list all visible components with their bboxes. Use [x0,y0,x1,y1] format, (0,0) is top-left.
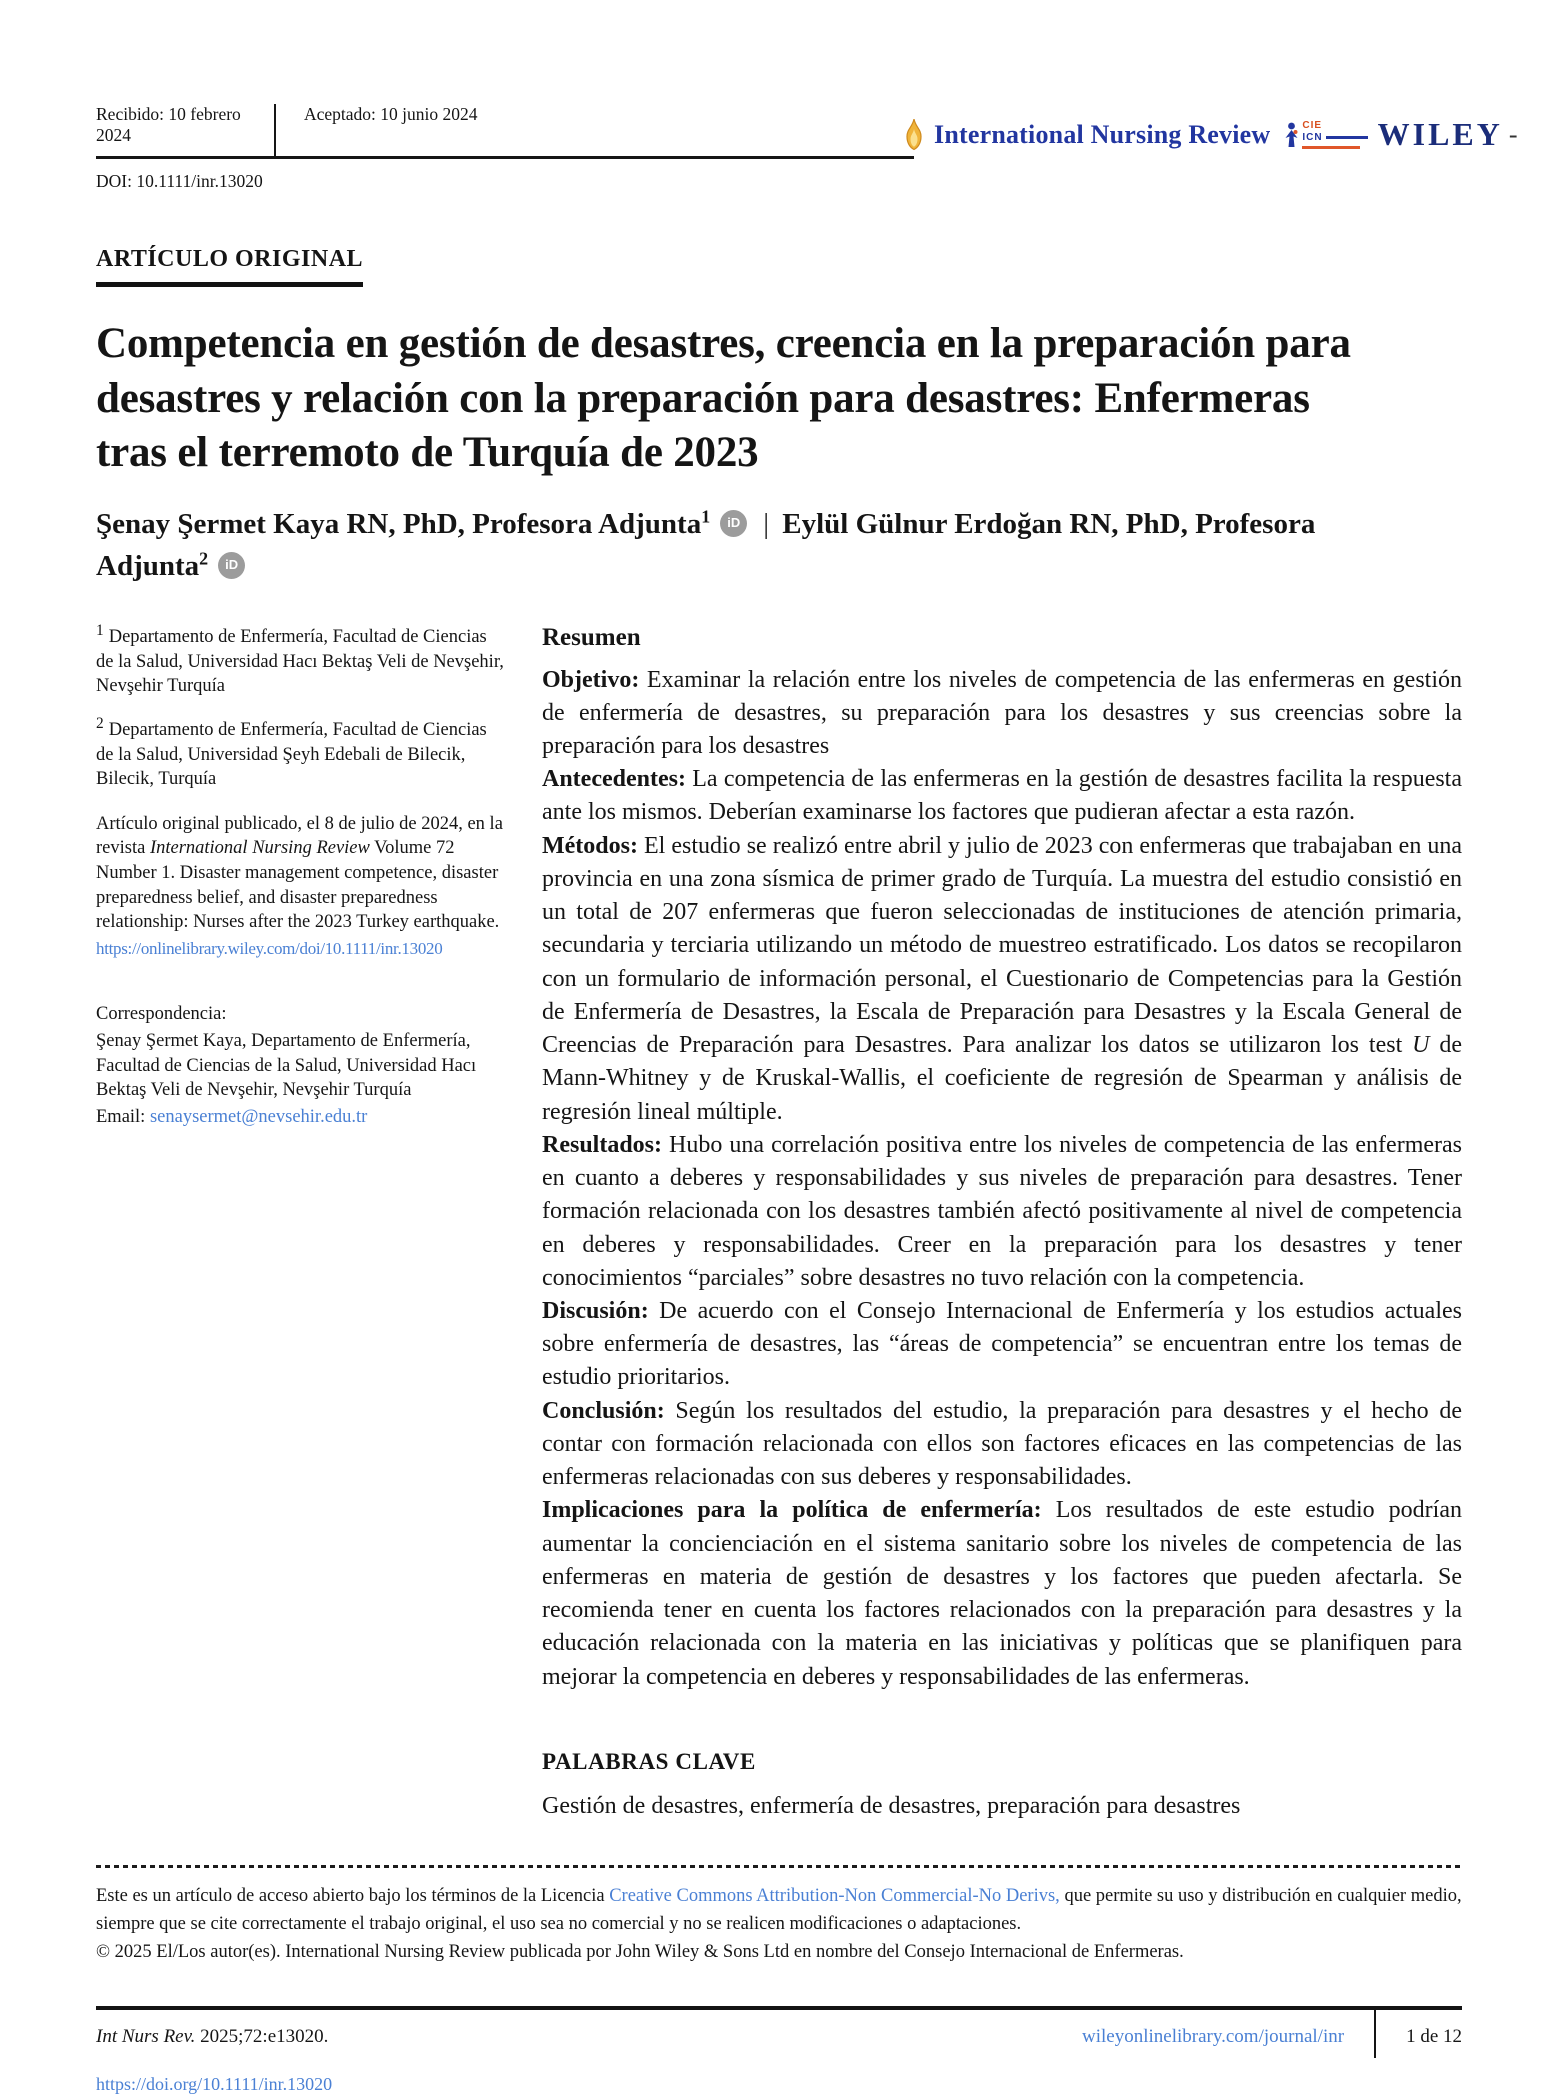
journal-brand [902,116,1518,153]
affiliation-1-mark: 1 [96,621,104,639]
doi-link[interactable]: https://doi.org/10.1111/inr.13020 [96,2074,333,2095]
cc-license-link[interactable]: Creative Commons Attribution-Non Commercial-No Derivs, [609,1885,1060,1906]
journal-name-italic: International Nursing Review [149,838,370,859]
icn-icn-label: ICN [1302,131,1323,143]
journal-flame-icon [902,119,926,151]
orcid-icon[interactable]: iD [720,510,747,537]
journal-name: International Nursing Review [934,119,1271,149]
author-separator: | [763,507,770,540]
email-line [96,1105,506,1130]
citation-text: 2025;72:e13020. [195,2026,329,2048]
brand-dash: - [1508,119,1518,149]
affiliation-2 [96,714,506,792]
journal-citation [96,2026,328,2048]
keywords-text: Gestión de desastres, enfermería de desastres, preparación para desastres [542,1792,1241,1819]
dates-divider [274,104,276,156]
article-title: Competencia en gestión de desastres, creencia en la preparación para desastres y relación con la preparación para desastres: Enfermeras tras el terremoto de Turquía de 2023 [96,320,1351,477]
license-divider [96,1865,1462,1868]
article-info-column [96,621,506,1823]
article-url-link[interactable]: https://onlinelibrary.wiley.com/doi/10.1111/inr.13020 [96,938,443,958]
abstract-heading: Resumen [542,623,641,651]
abstract-discussion: Discusión: De acuerdo con el Consejo Internacional de Enfermería y los estudios actuales sobre enfermería de desastres, las “áreas de competencia” se encuentran entre los temas de estudio prioritarios. [542,1298,1462,1391]
author-1 [96,508,710,540]
author-1-name: Şenay Şermet Kaya RN, PhD, Profesora Adjunta [96,507,702,540]
icn-orange-bar [1302,146,1360,149]
icn-person-icon [1284,121,1299,149]
copyright-text: © 2025 El/Los autor(es). International Nursing Review publicada por John Wiley & Sons Ltd en nombre del Consejo Internacional de Enfermeras. [96,1942,1184,1963]
abstract-conclusion: Conclusión: Según los resultados del estudio, la preparación para desastres y el hecho de contar con formación relacionada con ellos son factores eficaces en las competencias de las enfermeras relacionadas con sus deberes y responsabilidades. [542,1397,1462,1491]
footer [96,2026,1462,2058]
abstract-background: Antecedentes: La competencia de las enfermeras en la gestión de desastres facilita la respuesta ante los mismos. Deberían examinarse los factores que pudieran afectar a esta razón. [542,766,1462,826]
abstract-results: Resultados: Hubo una correlación positiva entre los niveles de competencia de las enfermeras en cuanto a deberes y responsabilidades y sus niveles de preparación para desastres. Tener formación relacionada con los desastres también afectó positivamente al nivel de competencia en deberes y responsabilidades. Creer en la preparación para los desastres y tener conocimientos “parciales” sobre desastres no tuvo relación con la competencia. [542,1131,1462,1291]
keywords-heading: PALABRAS CLAVE [542,1748,756,1774]
correspondence-text: Şenay Şermet Kaya, Departamento de Enfermería, Facultad de Ciencias de la Salud, Universidad Hacı Bektaş Veli de Nevşehir, Nevşehir Turquía [96,1030,477,1101]
kicker-row [96,192,1462,287]
journal-site-link[interactable]: wileyonlinelibrary.com/journal/inr [1082,2026,1345,2048]
affiliation-2-mark: 2 [96,714,104,732]
page-number-divider [1374,2006,1376,2058]
authors-line [96,503,1396,587]
journal-abbrev: Int Nurs Rev. [96,2026,196,2048]
correspondence-label: Correspondencia: [96,1004,227,1025]
icn-wordmark [1302,121,1367,149]
two-column-body [96,621,1462,1823]
affiliation-1 [96,621,506,699]
page-header [96,0,1518,192]
affiliation-2-text: Departamento de Enfermería, Facultad de Ciencias de la Salud, Universidad Şeyh Edebali de Bilecik, Bilecik, Turquía [96,720,487,790]
orcid-icon[interactable]: iD [218,552,245,579]
received-date: Recibido: 10 febrero 2024 [96,104,241,145]
email-link[interactable]: senaysermet@nevsehir.edu.tr [149,1106,368,1127]
page-number: 1 de 12 [1406,2026,1462,2048]
footer-right [1082,2026,1462,2058]
icn-logo [1284,121,1367,149]
email-label: Email: [96,1106,150,1127]
footer-rule [96,2006,1462,2010]
accepted-date: Aceptado: 10 junio 2024 [304,104,478,124]
affiliation-1-text: Departamento de Enfermería, Facultad de Ciencias de la Salud, Universidad Hacı Bektaş Veli de Nevşehir, Nevşehir Turquía [96,627,504,697]
dates-row [96,104,914,159]
icn-cie-label: CIE [1302,119,1323,131]
abstract-column [542,621,1462,1823]
author-2-affmark: 2 [199,548,209,569]
license-text: Este es un artículo de acceso abierto bajo los términos de la Licencia Creative Commons Attribution-Non Commercial-No Derivs, que permite su uso y distribución en cualquier medio, siempre que se cite correctamente el trabajo original, el uso sea no comercial y no se realicen modificaciones o adaptaciones. [96,1885,1462,1934]
author-1-affmark: 1 [701,506,711,527]
abstract-methods: Métodos: El estudio se realizó entre abril y julio de 2023 con enfermeras que trabajaban en una provincia en una zona sísmica de primer grado de Turquía. La muestra del estudio consistió en un total de 207 enfermeras que fueron seleccionadas de instituciones de atención primaria, secundaria y terciaria utilizando un método de muestreo estratificado. Los datos se recopilaron con un formulario de información personal, el Cuestionario de Competencias para la Gestión de Enfermería de Desastres, la Escala de Preparación para Desastres y la Escala General de Creencias de Preparación para Desastres. Para analizar los datos se utilizaron los test U de Mann-Whitney y de Kruskal-Wallis, el coeficiente de regresión de Spearman y análisis de regresión lineal múltiple. [542,832,1462,1125]
publication-note: Artículo original publicado, el 8 de julio de 2024, en la revista International Nursing Review Volume 72 Number 1. Disaster management competence, disaster preparedness belief, and disaster preparedness relationship: Nurses after the 2023 Turkey earthquake. [96,813,503,933]
icn-blue-bar [1326,136,1368,139]
abstract-implications: Implicaciones para la política de enfermería: Los resultados de este estudio podrían aumentar la concienciación en el sistema sanitario sobre los niveles de competencia de las enfermeras en materia de gestión de desastres y los factores que pueden afectarla. Se recomienda tener en cuenta los factores relacionados con la preparación para desastres y la educación relacionada con la materia en las iniciativas y políticas que se planifiquen para mejorar la competencia en deberes y responsabilidades de las enfermeras. [542,1497,1462,1690]
article-type-label: ARTÍCULO ORIGINAL [96,246,363,287]
doi-text: DOI: 10.1111/inr.13020 [96,171,263,191]
wiley-logo: WILEY [1377,116,1503,152]
abstract-objective: Objetivo: Examinar la relación entre los niveles de competencia de las enfermeras en gestión de enfermería de desastres, su preparación para los desastres y sus creencias sobre la preparación para los desastres [542,666,1462,760]
author-2-name: Eylül Gülnur Erdoğan RN, PhD, Profesora Adjunta [96,507,1316,582]
